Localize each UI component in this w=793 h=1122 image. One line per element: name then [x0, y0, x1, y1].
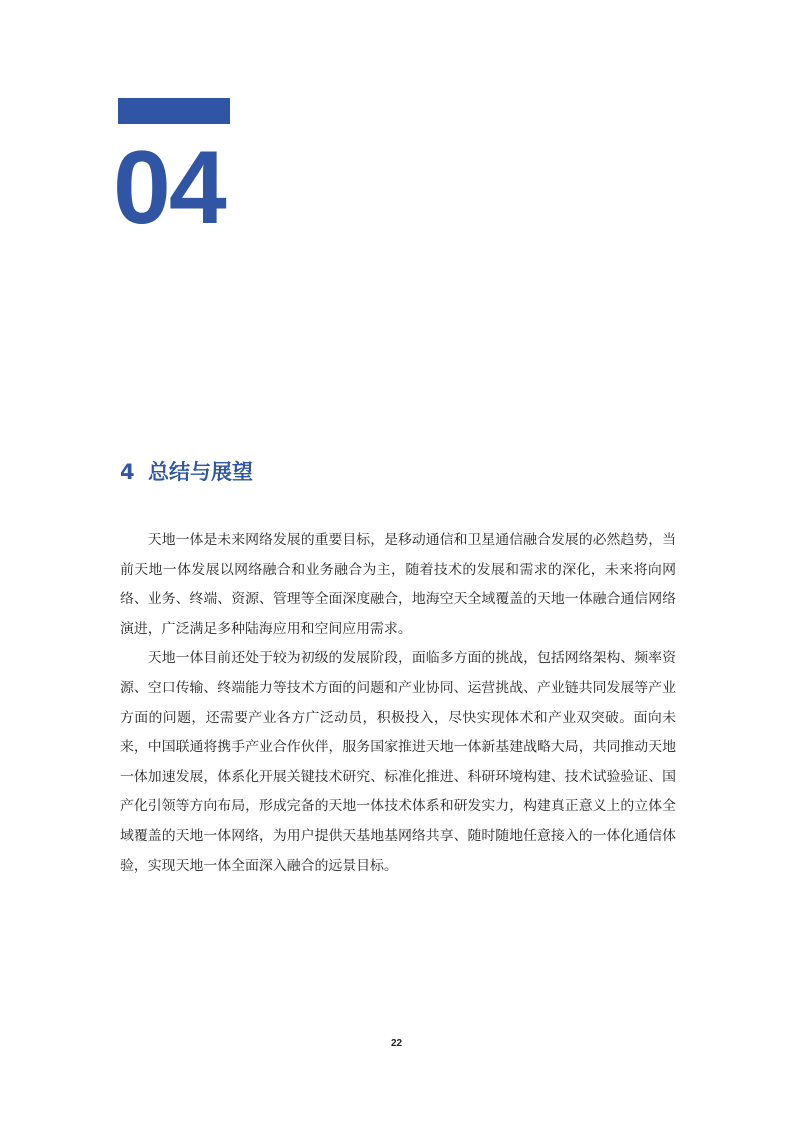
chapter-accent-bar — [118, 98, 230, 124]
page-number: 22 — [390, 1038, 403, 1049]
chapter-number: 04 — [113, 130, 225, 246]
body-text — [120, 526, 676, 881]
paragraph: 天地一体是未来网络发展的重要目标，是移动通信和卫星通信融合发展的必然趋势，当前天地一体发展以网络融合和业务融合为主，随着技术的发展和需求的深化，未来将向网络、业务、终端、资源、管理等全面深度融合，地海空天全域覆盖的天地一体融合通信网络演进，广泛满足多种陆海应用和空间应用需求。 — [120, 532, 676, 637]
section-number: 4 — [120, 460, 135, 484]
paragraph: 天地一体目前还处于较为初级的发展阶段，面临多方面的挑战，包括网络架构、频率资源、空口传输、终端能力等技术方面的问题和产业协同、运营挑战、产业链共同发展等产业方面的问题，还需要产业各方广泛动员，积极投入，尽快实现体术和产业双突破。面向未来，中国联通将携手产业合作伙伴，服务国家推进天地一体新基建战略大局，共同推动天地一体加速发展，体系化开展关键技术研究、标准化推进、科研环境构建、技术试验验证、国产化引领等方向布局，形成完备的天地一体技术体系和研发实力，构建真正意义上的立体全域覆盖的天地一体网络，为用户提供天基地基网络共享、随时随地任意接入的一体化通信体验，实现天地一体全面深入融合的远景目标。 — [120, 650, 676, 874]
section-title: 总结与展望 — [148, 460, 253, 484]
section-heading — [120, 458, 253, 486]
